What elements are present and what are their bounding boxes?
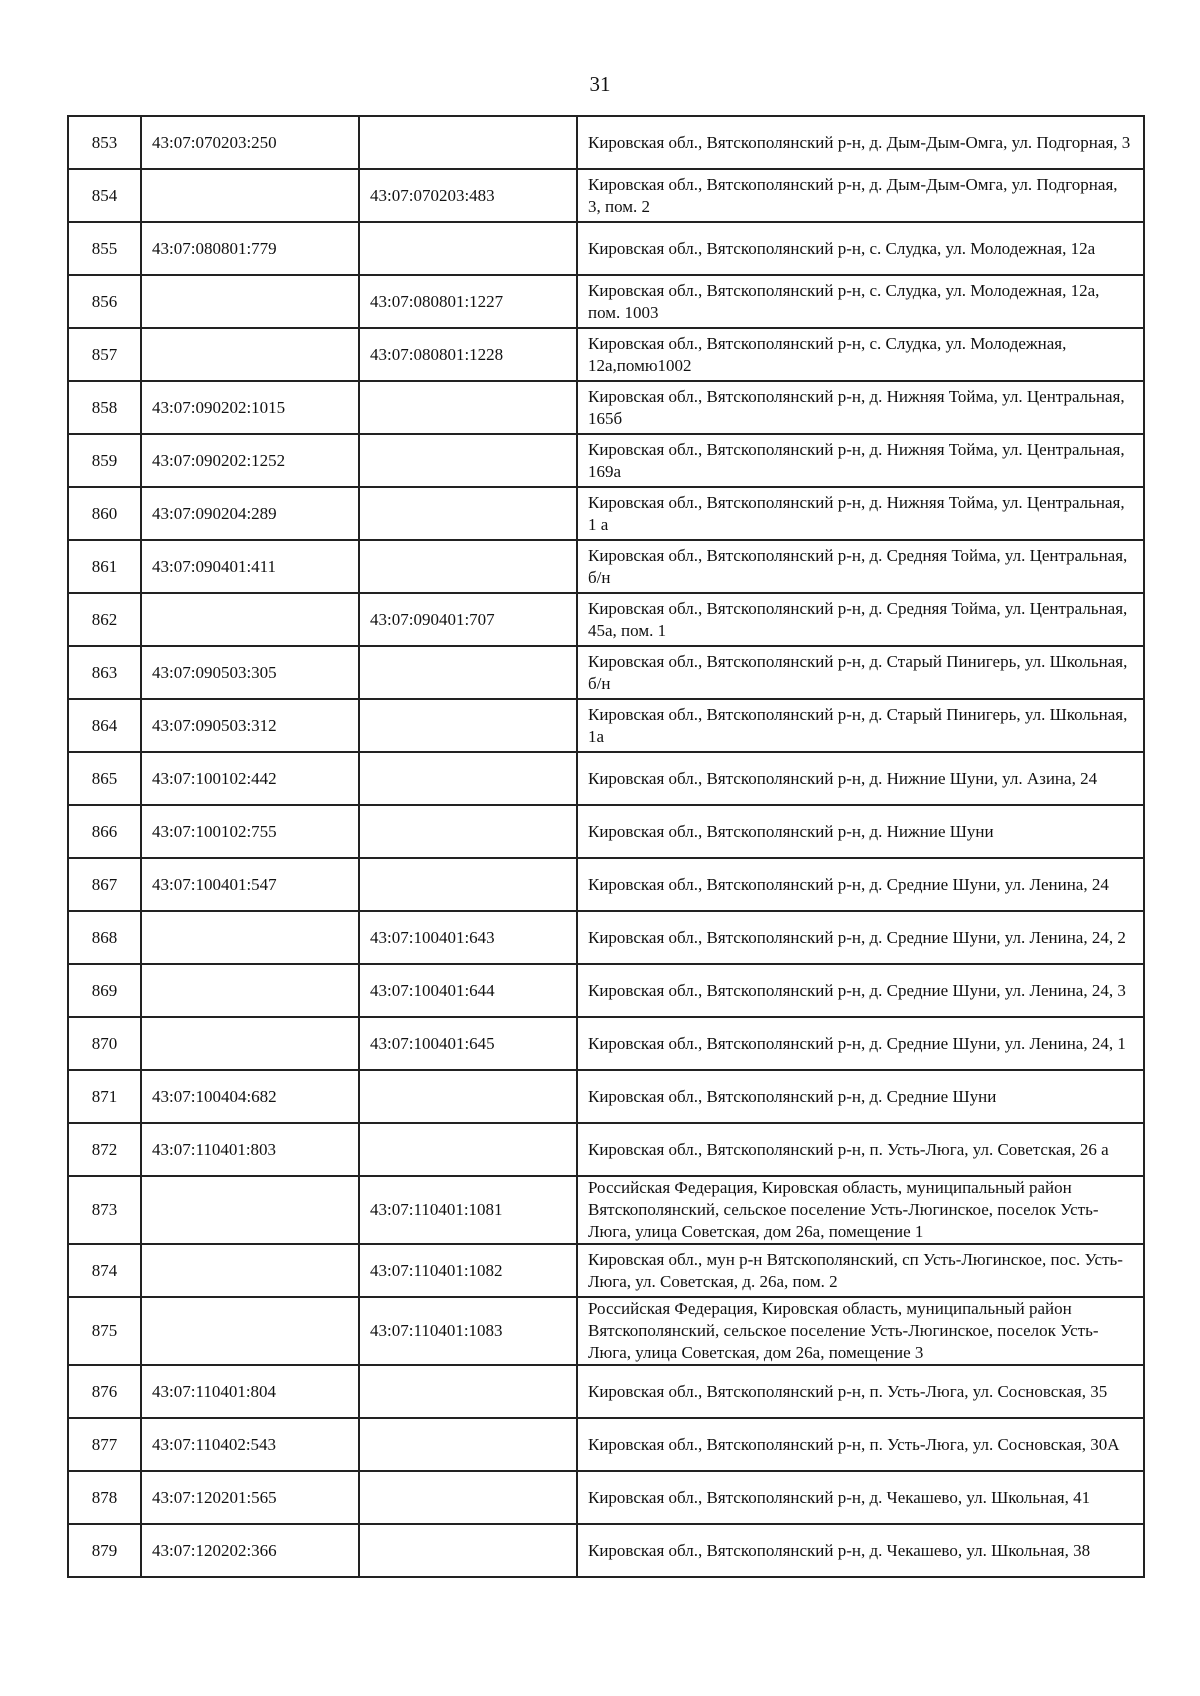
premises-number: 43:07:100401:645 (359, 1017, 577, 1070)
cadastral-number: 43:07:110401:803 (141, 1123, 359, 1176)
cadastral-number (141, 593, 359, 646)
row-number: 858 (68, 381, 141, 434)
page-number: 31 (589, 72, 611, 96)
row-number: 867 (68, 858, 141, 911)
row-number: 879 (68, 1524, 141, 1577)
address: Кировская обл., Вятскополянский р-н, д. Средние Шуни (577, 1070, 1144, 1123)
row-number: 859 (68, 434, 141, 487)
address: Кировская обл., Вятскополянский р-н, д. Дым-Дым-Омга, ул. Подгорная, 3 (577, 116, 1144, 169)
address: Кировская обл., Вятскополянский р-н, д. Нижняя Тойма, ул. Центральная, 165б (577, 381, 1144, 434)
table-body (68, 116, 1144, 1577)
address: Кировская обл., Вятскополянский р-н, д. Нижняя Тойма, ул. Центральная, 169а (577, 434, 1144, 487)
address: Кировская обл., Вятскополянский р-н, д. Средние Шуни, ул. Ленина, 24, 3 (577, 964, 1144, 1017)
row-number: 875 (68, 1297, 141, 1365)
premises-number: 43:07:100401:644 (359, 964, 577, 1017)
premises-number (359, 699, 577, 752)
address: Кировская обл., Вятскополянский р-н, д. Старый Пинигерь, ул. Школьная, 1а (577, 699, 1144, 752)
premises-number (359, 646, 577, 699)
row-number: 864 (68, 699, 141, 752)
table-row (68, 381, 1144, 434)
address: Кировская обл., Вятскополянский р-н, д. Средние Шуни, ул. Ленина, 24, 2 (577, 911, 1144, 964)
premises-number: 43:07:110401:1081 (359, 1176, 577, 1244)
row-number: 856 (68, 275, 141, 328)
premises-number (359, 540, 577, 593)
table-row (68, 805, 1144, 858)
cadastral-number (141, 1017, 359, 1070)
cadastral-number: 43:07:090503:305 (141, 646, 359, 699)
table-row (68, 1123, 1144, 1176)
address: Кировская обл., Вятскополянский р-н, д. Нижняя Тойма, ул. Центральная, 1 а (577, 487, 1144, 540)
table-row (68, 752, 1144, 805)
premises-number (359, 222, 577, 275)
cadastral-number: 43:07:100102:442 (141, 752, 359, 805)
premises-number (359, 434, 577, 487)
row-number: 877 (68, 1418, 141, 1471)
cadastral-number: 43:07:120202:366 (141, 1524, 359, 1577)
address: Кировская обл., Вятскополянский р-н, д. Средняя Тойма, ул. Центральная, 45а, пом. 1 (577, 593, 1144, 646)
premises-number (359, 1123, 577, 1176)
row-number: 873 (68, 1176, 141, 1244)
premises-number (359, 1365, 577, 1418)
row-number: 863 (68, 646, 141, 699)
table-row (68, 1418, 1144, 1471)
table-row (68, 434, 1144, 487)
address: Кировская обл., Вятскополянский р-н, д. Средняя Тойма, ул. Центральная, б/н (577, 540, 1144, 593)
premises-number (359, 1471, 577, 1524)
table-row (68, 646, 1144, 699)
premises-number (359, 381, 577, 434)
cadastral-number (141, 1297, 359, 1365)
address: Кировская обл., Вятскополянский р-н, с. Слудка, ул. Молодежная, 12а, пом. 1003 (577, 275, 1144, 328)
table-row (68, 1524, 1144, 1577)
premises-number (359, 752, 577, 805)
property-table (67, 115, 1145, 1578)
table-row (68, 540, 1144, 593)
table-row (68, 911, 1144, 964)
cadastral-number (141, 964, 359, 1017)
address: Кировская обл., Вятскополянский р-н, п. Усть-Люга, ул. Советская, 26 а (577, 1123, 1144, 1176)
cadastral-number: 43:07:090401:411 (141, 540, 359, 593)
premises-number: 43:07:090401:707 (359, 593, 577, 646)
premises-number (359, 858, 577, 911)
premises-number (359, 1418, 577, 1471)
row-number: 869 (68, 964, 141, 1017)
cadastral-number: 43:07:110401:804 (141, 1365, 359, 1418)
address: Кировская обл., Вятскополянский р-н, д. Чекашево, ул. Школьная, 38 (577, 1524, 1144, 1577)
premises-number (359, 805, 577, 858)
row-number: 857 (68, 328, 141, 381)
table-row (68, 964, 1144, 1017)
cadastral-number (141, 911, 359, 964)
table-row (68, 1176, 1144, 1244)
table-row (68, 1017, 1144, 1070)
address: Российская Федерация, Кировская область, муниципальный район Вятскополянский, сельское поселение Усть-Люгинское, поселок Усть-Люга, улица Советская, дом 26а, помещение 1 (577, 1176, 1144, 1244)
address: Кировская обл., Вятскополянский р-н, д. Дым-Дым-Омга, ул. Подгорная, 3, пом. 2 (577, 169, 1144, 222)
cadastral-number: 43:07:090204:289 (141, 487, 359, 540)
premises-number: 43:07:080801:1227 (359, 275, 577, 328)
row-number: 860 (68, 487, 141, 540)
row-number: 855 (68, 222, 141, 275)
cadastral-number (141, 169, 359, 222)
table-row (68, 275, 1144, 328)
address: Кировская обл., Вятскополянский р-н, с. Слудка, ул. Молодежная, 12а,помю1002 (577, 328, 1144, 381)
row-number: 862 (68, 593, 141, 646)
row-number: 874 (68, 1244, 141, 1297)
premises-number: 43:07:080801:1228 (359, 328, 577, 381)
premises-number (359, 1070, 577, 1123)
table-row (68, 116, 1144, 169)
cadastral-number: 43:07:110402:543 (141, 1418, 359, 1471)
cadastral-number: 43:07:090503:312 (141, 699, 359, 752)
table-row (68, 487, 1144, 540)
row-number: 871 (68, 1070, 141, 1123)
table-row (68, 858, 1144, 911)
table-row (68, 222, 1144, 275)
premises-number: 43:07:070203:483 (359, 169, 577, 222)
table-row (68, 169, 1144, 222)
table-row (68, 1297, 1144, 1365)
premises-number: 43:07:100401:643 (359, 911, 577, 964)
table-row (68, 328, 1144, 381)
row-number: 868 (68, 911, 141, 964)
cadastral-number: 43:07:120201:565 (141, 1471, 359, 1524)
address: Кировская обл., Вятскополянский р-н, д. Нижние Шуни (577, 805, 1144, 858)
cadastral-number: 43:07:090202:1252 (141, 434, 359, 487)
row-number: 878 (68, 1471, 141, 1524)
address: Кировская обл., Вятскополянский р-н, п. Усть-Люга, ул. Сосновская, 30А (577, 1418, 1144, 1471)
premises-number (359, 116, 577, 169)
address: Российская Федерация, Кировская область, муниципальный район Вятскополянский, сельское поселение Усть-Люгинское, поселок Усть-Люга, улица Советская, дом 26а, помещение 3 (577, 1297, 1144, 1365)
address: Кировская обл., Вятскополянский р-н, п. Усть-Люга, ул. Сосновская, 35 (577, 1365, 1144, 1418)
cadastral-number: 43:07:080801:779 (141, 222, 359, 275)
address: Кировская обл., Вятскополянский р-н, д. Средние Шуни, ул. Ленина, 24 (577, 858, 1144, 911)
cadastral-number: 43:07:090202:1015 (141, 381, 359, 434)
premises-number (359, 487, 577, 540)
cadastral-number: 43:07:100401:547 (141, 858, 359, 911)
premises-number: 43:07:110401:1083 (359, 1297, 577, 1365)
table-row (68, 1365, 1144, 1418)
address: Кировская обл., Вятскополянский р-н, д. Чекашево, ул. Школьная, 41 (577, 1471, 1144, 1524)
premises-number: 43:07:110401:1082 (359, 1244, 577, 1297)
row-number: 876 (68, 1365, 141, 1418)
address: Кировская обл., Вятскополянский р-н, с. Слудка, ул. Молодежная, 12а (577, 222, 1144, 275)
cadastral-number (141, 1244, 359, 1297)
row-number: 853 (68, 116, 141, 169)
cadastral-number: 43:07:100404:682 (141, 1070, 359, 1123)
address: Кировская обл., Вятскополянский р-н, д. Старый Пинигерь, ул. Школьная, б/н (577, 646, 1144, 699)
premises-number (359, 1524, 577, 1577)
row-number: 866 (68, 805, 141, 858)
address: Кировская обл., Вятскополянский р-н, д. Средние Шуни, ул. Ленина, 24, 1 (577, 1017, 1144, 1070)
cadastral-number: 43:07:100102:755 (141, 805, 359, 858)
table-row (68, 1244, 1144, 1297)
row-number: 865 (68, 752, 141, 805)
address: Кировская обл., мун р-н Вятскополянский, сп Усть-Люгинское, пос. Усть-Люга, ул. Советская, д. 26а, пом. 2 (577, 1244, 1144, 1297)
table-row (68, 699, 1144, 752)
row-number: 854 (68, 169, 141, 222)
cadastral-number (141, 275, 359, 328)
table-row (68, 1471, 1144, 1524)
table-row (68, 593, 1144, 646)
address: Кировская обл., Вятскополянский р-н, д. Нижние Шуни, ул. Азина, 24 (577, 752, 1144, 805)
cadastral-number (141, 1176, 359, 1244)
cadastral-number (141, 328, 359, 381)
row-number: 870 (68, 1017, 141, 1070)
row-number: 872 (68, 1123, 141, 1176)
row-number: 861 (68, 540, 141, 593)
table-row (68, 1070, 1144, 1123)
cadastral-number: 43:07:070203:250 (141, 116, 359, 169)
